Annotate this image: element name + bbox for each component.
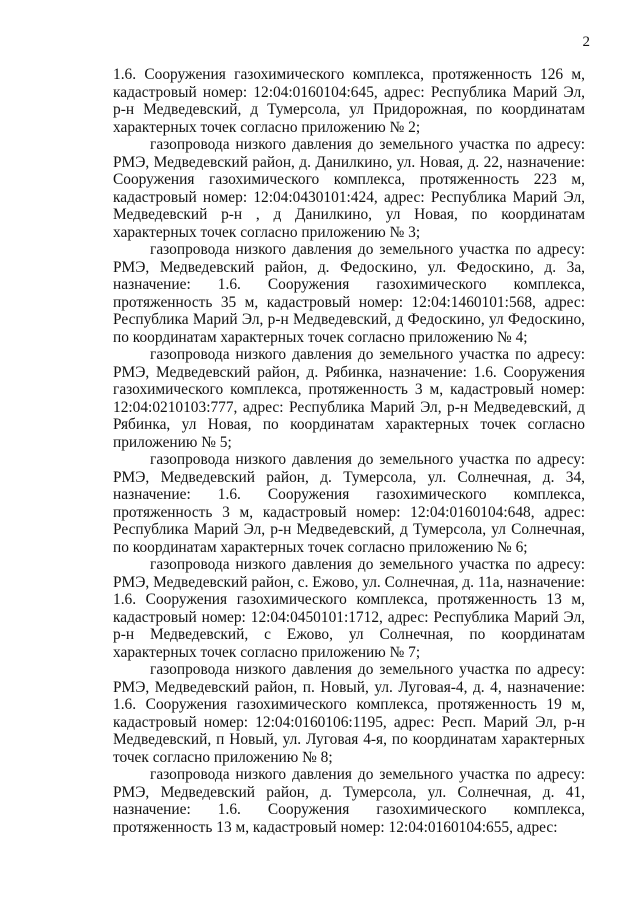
paragraph-4: газопровода низкого давления до земельного участка по адресу: РМЭ, Медведевский район, д. Рябинка, назначение: 1.6. Сооружения газохимического комплекса, протяженность 3 м, кадастровый номер: 12:04:0210103:777, адрес: Республика Марий Эл, р-н Медведевский, д Рябинка, ул Новая, по координатам характерных точек согласно приложению № 5; — [113, 346, 585, 451]
paragraph-3: газопровода низкого давления до земельного участка по адресу: РМЭ, Медведевский район, д. Федоскино, ул. Федоскино, д. 3а, назначение: 1.6. Сооружения газохимического комплекса, протяженность 35 м, кадастровый номер: 12:04:1460101:568, адрес: Республика Марий Эл, р-н Медведевский, д Федоскино, ул Федоскино, по координатам характерных точек согласно приложению № 4; — [113, 241, 585, 346]
document-body — [113, 66, 585, 836]
paragraph-7: газопровода низкого давления до земельного участка по адресу: РМЭ, Медведевский район, п. Новый, ул. Луговая-4, д. 4, назначение: 1.6. Сооружения газохимического комплекса, протяженность 19 м, кадастровый номер: 12:04:0160106:1195, адрес: Респ. Марий Эл, р-н Медведевский, п Новый, ул. Луговая 4-я, по координатам характерных точек согласно приложению № 8; — [113, 661, 585, 766]
paragraph-2: газопровода низкого давления до земельного участка по адресу: РМЭ, Медведевский район, д. Данилкино, ул. Новая, д. 22, назначение: Сооружения газохимического комплекса, протяженность 223 м, кадастровый номер: 12:04:0430101:424, адрес: Республика Марий Эл, Медведевский р-н , д Данилкино, ул Новая, по координатам характерных точек согласно приложению № 3; — [113, 136, 585, 241]
paragraph-6: газопровода низкого давления до земельного участка по адресу: РМЭ, Медведевский район, с. Ежово, ул. Солнечная, д. 11а, назначение: 1.6. Сооружения газохимического комплекса, протяженность 13 м, кадастровый номер: 12:04:0450101:1712, адрес: Республика Марий Эл, р-н Медведевский, с Ежово, ул Солнечная, по координатам характерных точек согласно приложению № 7; — [113, 556, 585, 661]
page-number: 2 — [582, 34, 590, 50]
paragraph-8: газопровода низкого давления до земельного участка по адресу: РМЭ, Медведевский район, д. Тумерсола, ул. Солнечная, д. 41, назначение: 1.6. Сооружения газохимического комплекса, протяженность 13 м, кадастровый номер: 12:04:0160104:655, адрес: — [113, 766, 585, 836]
paragraph-5: газопровода низкого давления до земельного участка по адресу: РМЭ, Медведевский район, д. Тумерсола, ул. Солнечная, д. 34, назначение: 1.6. Сооружения газохимического комплекса, протяженность 3 м, кадастровый номер: 12:04:0160104:648, адрес: Республика Марий Эл, р-н Медведевский, д Тумерсола, ул Солнечная, по координатам характерных точек согласно приложению № 6; — [113, 451, 585, 556]
paragraph-1: 1.6. Сооружения газохимического комплекса, протяженность 126 м, кадастровый номер: 12:04:0160104:645, адрес: Республика Марий Эл, р-н Медведевский, д Тумерсола, ул Придорожная, по координатам характерных точек согласно приложению № 2; — [113, 66, 585, 136]
